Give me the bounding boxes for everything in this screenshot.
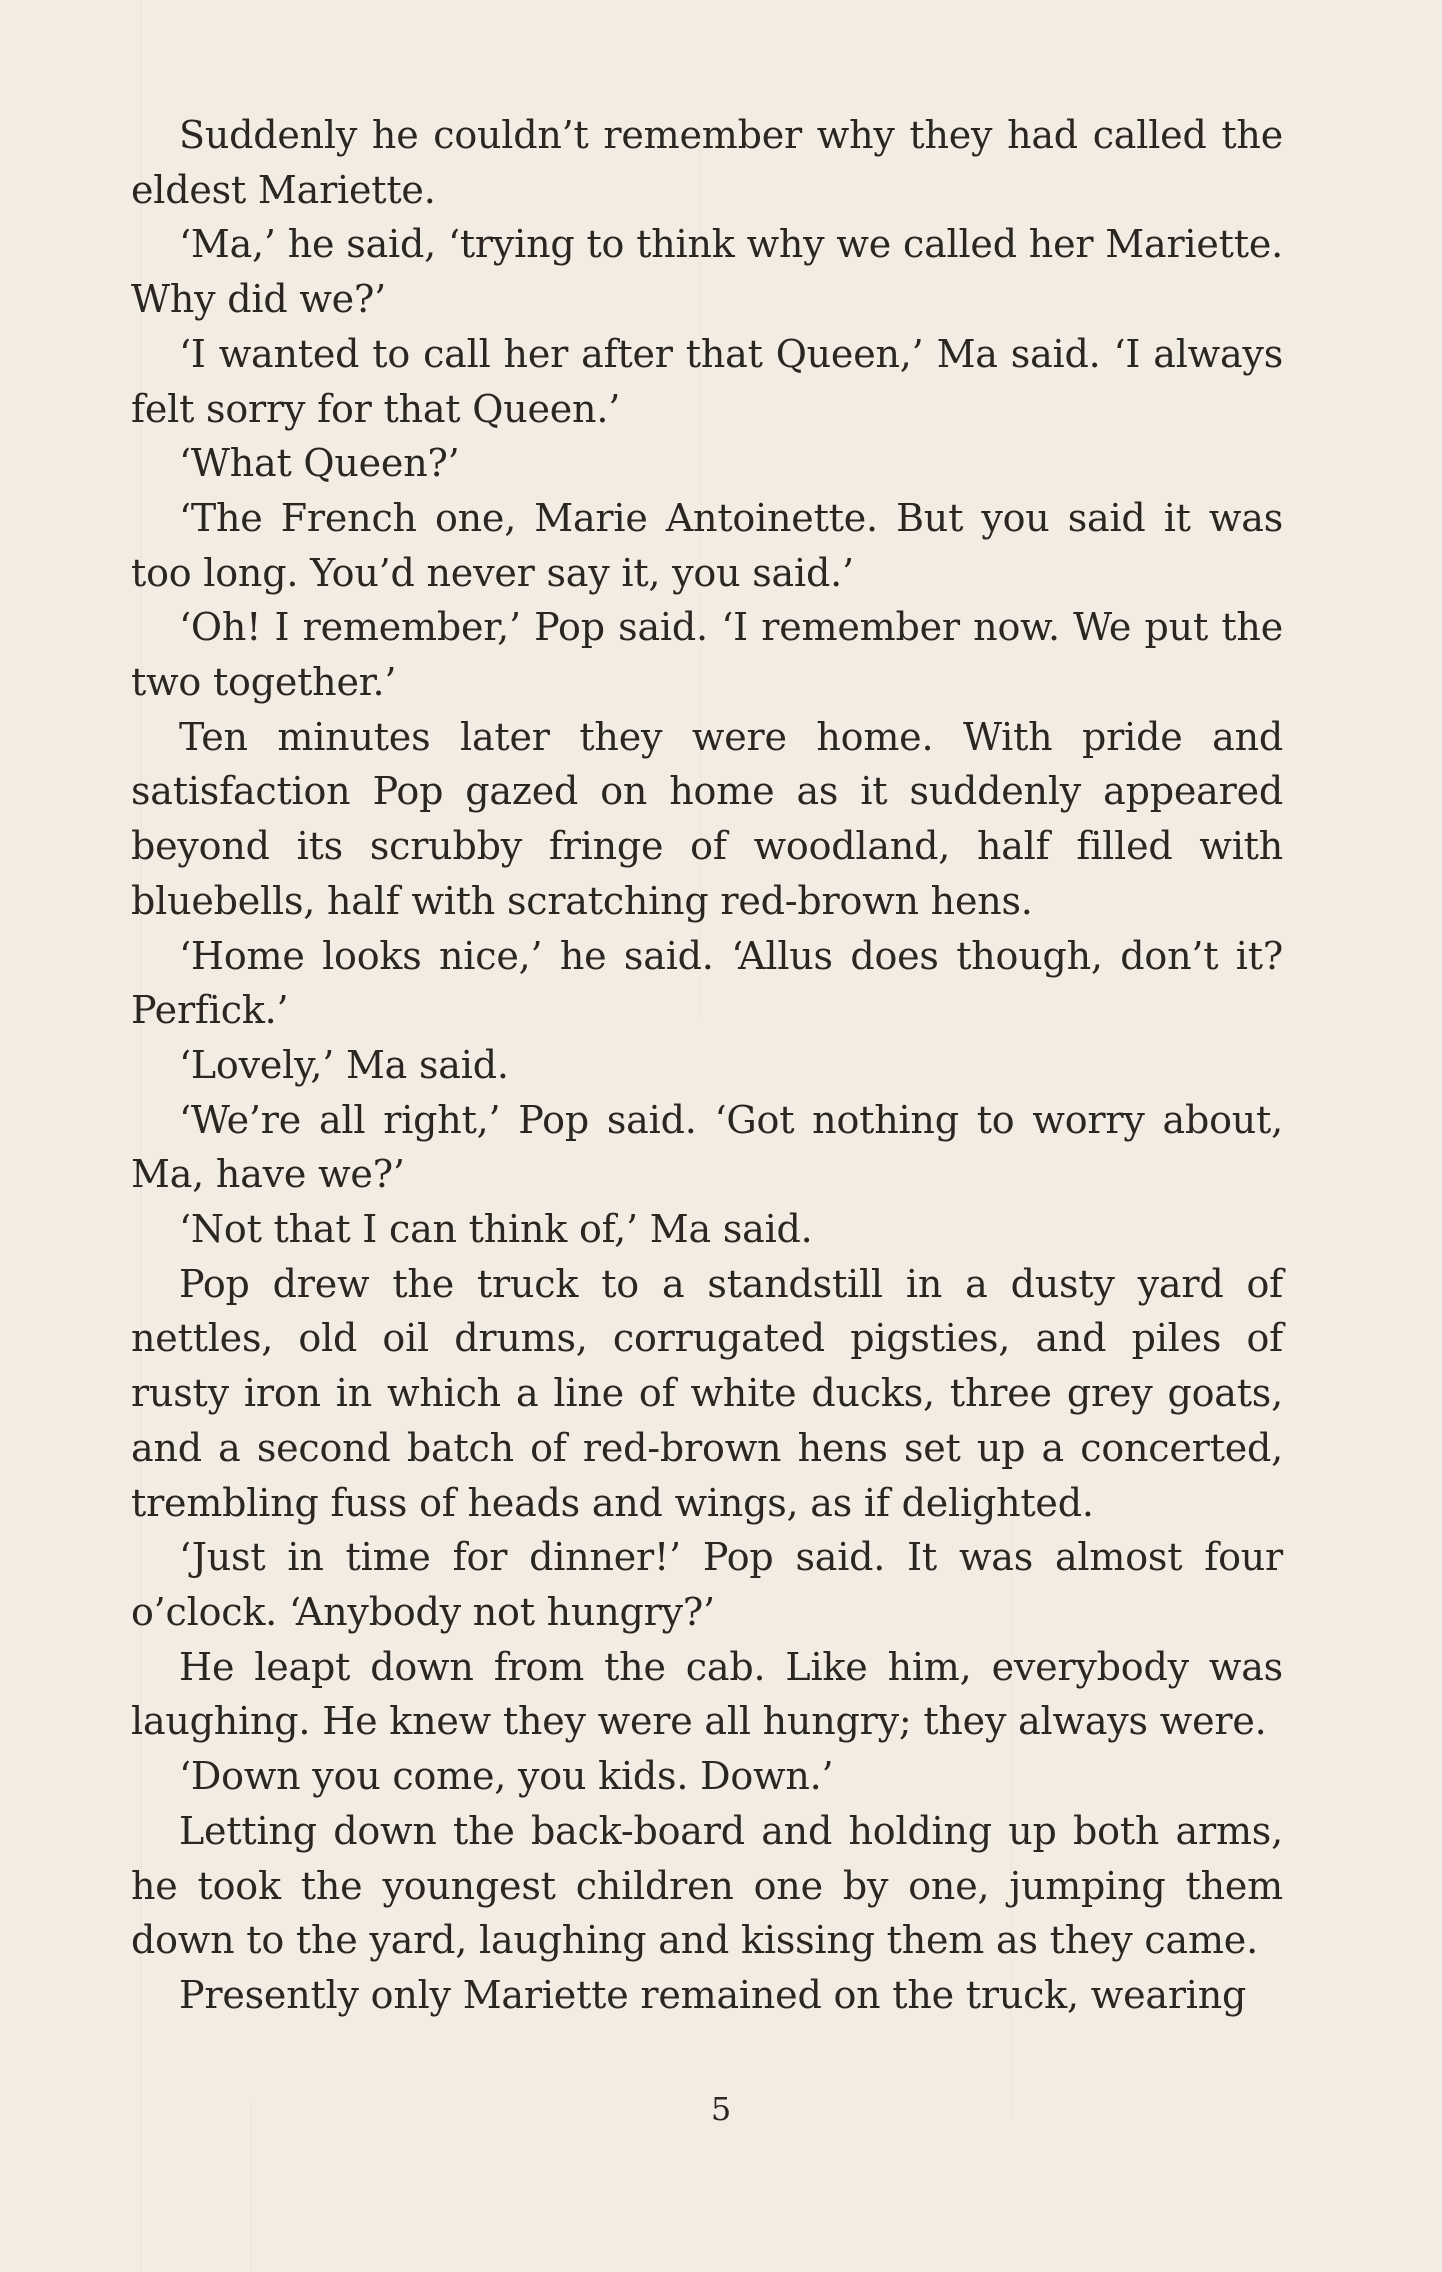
paragraph: ‘What Queen?’ (179, 441, 460, 486)
paragraph: ‘Not that I can think of,’ Ma said. (179, 1207, 813, 1252)
paragraph: ‘I wanted to call her after that Queen,’ Ma said. ‘I always felt sorry for that Queen.’ (131, 331, 1283, 431)
paragraph: Suddenly he couldn’t remember why they had called the eldest Mariette. (131, 113, 1283, 212)
body-text (131, 108, 1283, 2023)
paragraph: ‘Home looks nice,’ he said. ‘Allus does though, don’t it? Perfick.’ (131, 933, 1283, 1033)
paragraph: ‘Oh! I remember,’ Pop said. ‘I remember now. We put the two together.’ (131, 605, 1283, 705)
paragraph: He leapt down from the cab. Like him, everybody was laughing. He knew they were all hungry; they always were. (131, 1644, 1283, 1744)
paragraph: Letting down the back-board and holding up both arms, he took the youngest children one by one, jumping them down to the yard, laughing and kissing them as they came. (131, 1808, 1283, 1963)
paragraph: ‘Lovely,’ Ma said. (179, 1042, 509, 1087)
paragraph: ‘Down you come, you kids. Down.’ (179, 1754, 834, 1799)
paragraph: ‘Ma,’ he said, ‘trying to think why we called her Mariette. Why did we?’ (131, 222, 1283, 322)
paragraph: ‘Just in time for dinner!’ Pop said. It was almost four o’clock. ‘Anybody not hungry?’ (131, 1535, 1283, 1634)
paragraph: ‘We’re all right,’ Pop said. ‘Got nothing to worry about, Ma, have we?’ (131, 1097, 1283, 1197)
page-number: 5 (710, 2090, 732, 2128)
paragraph: ‘The French one, Marie Antoinette. But you said it was too long. You’d never say it, you said.’ (131, 495, 1283, 595)
paragraph: Presently only Mariette remained on the truck, wearing (179, 1972, 1247, 2017)
paragraph: Pop drew the truck to a standstill in a dusty yard of nettles, old oil drums, corrugated pigsties, and piles of rusty iron in which a line of white ducks, three grey goats, and a second batch of red-brown hens set up a concerted, trembling fuss of heads and wings, as if delighted. (131, 1261, 1283, 1525)
paragraph: Ten minutes later they were home. With pride and satisfaction Pop gazed on home as it suddenly appeared beyond its scrubby fringe of woodland, half filled with bluebells, half with scratching red-brown hens. (131, 714, 1283, 923)
